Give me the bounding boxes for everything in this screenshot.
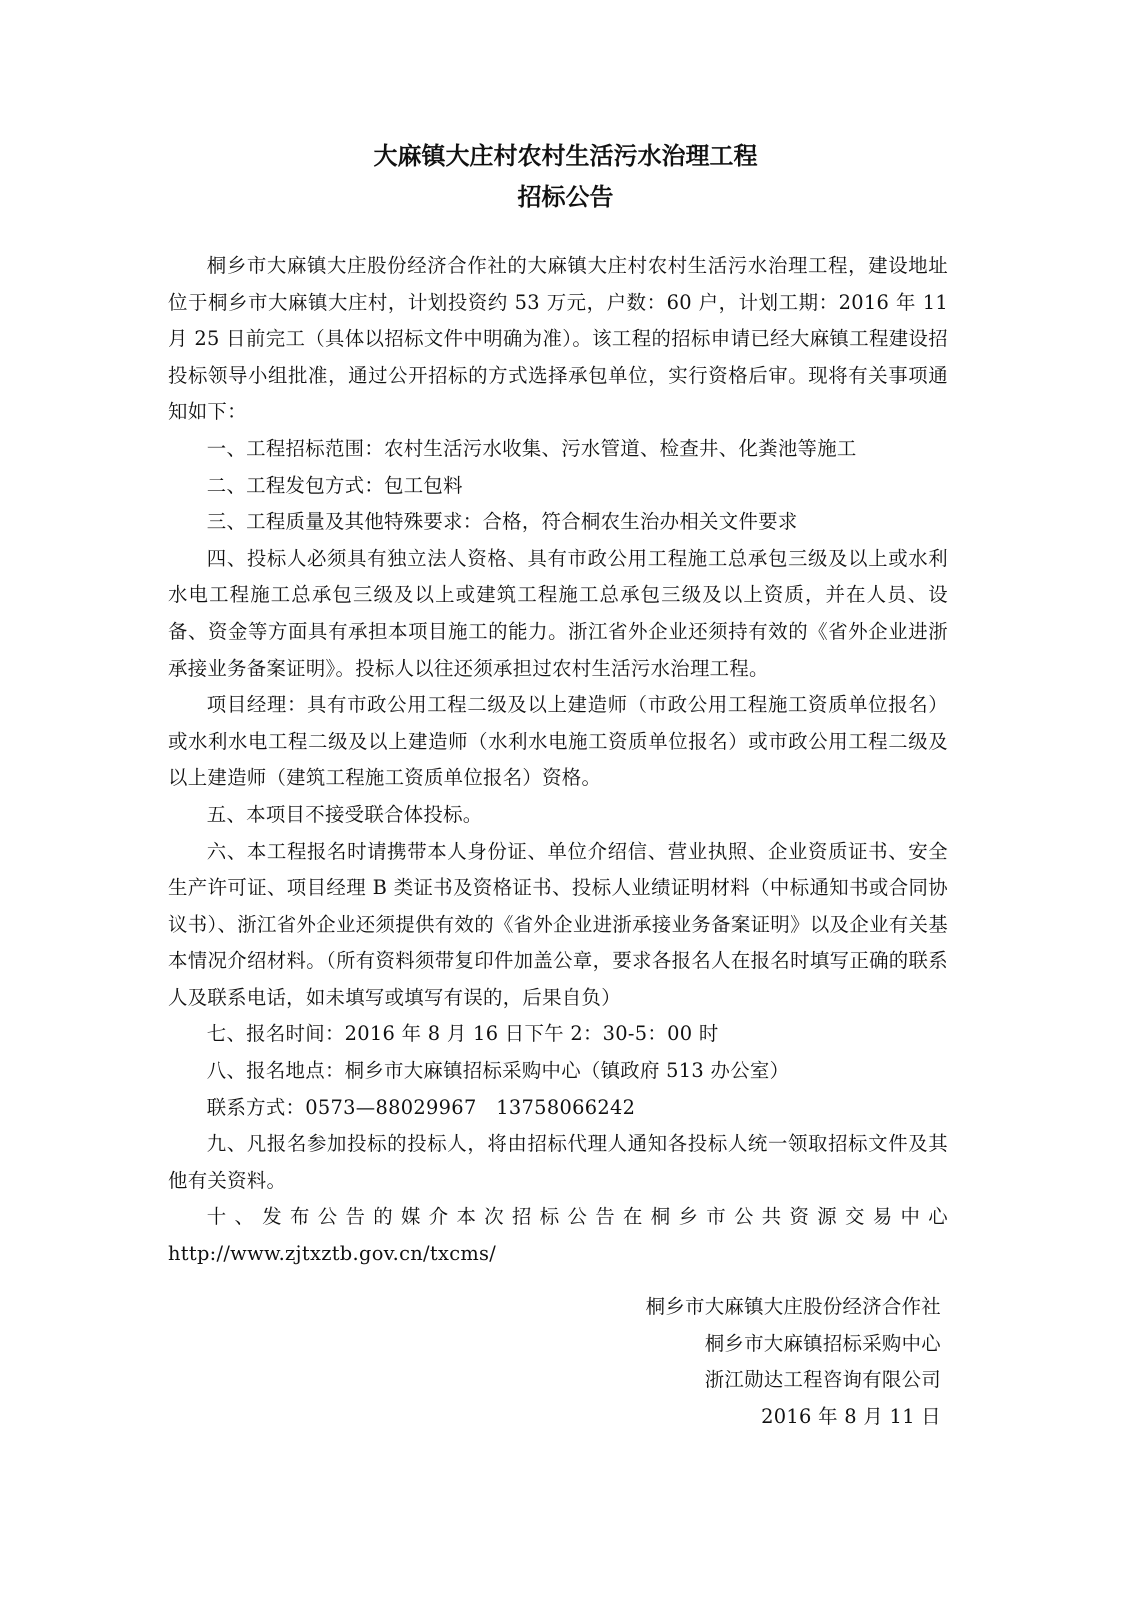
item-bidder-qualification: 四、投标人必须具有独立法人资格、具有市政公用工程施工总承包三级及以上或水利水电工程施工总承包三级及以上或建筑工程施工总承包三级及以上资质，并在人员、设备、资金等方面具有承担本项目施工的能力。浙江省外企业还须持有效的《省外企业进浙承接业务备案证明》。投标人以往还须承担过农村生活污水治理工程。 <box>168 546 948 680</box>
item-publication-media: 十、发布公告的媒介本次招标公告在桐乡市公共资源交易中心 <box>206 1205 948 1229</box>
item-scope: 一、工程招标范围：农村生活污水收集、污水管道、检查井、化粪池等施工 <box>206 436 857 460</box>
item-project-manager: 项目经理：具有市政公用工程二级及以上建造师（市政公用工程施工资质单位报名）或水利水电工程二级及以上建造师（水利水电施工资质单位报名）或市政公用工程二级及以上建造师（建筑工程施工资质单位报名）资格。 <box>168 693 948 790</box>
item-registration-place: 八、报名地点：桐乡市大麻镇招标采购中心（镇政府 513 办公室） <box>206 1059 790 1083</box>
item-quality: 三、工程质量及其他特殊要求：合格，符合桐农生治办相关文件要求 <box>206 510 798 534</box>
publication-url: http://www.zjtxztb.gov.cn/txcms/ <box>168 1242 497 1266</box>
document-title: 大麻镇大庄村农村生活污水治理工程 <box>373 142 758 170</box>
document-body <box>168 248 948 1273</box>
intro-paragraph: 桐乡市大麻镇大庄股份经济合作社的大麻镇大庄村农村生活污水治理工程，建设地址位于桐乡市大麻镇大庄村，计划投资约 53 万元，户数：60 户，计划工期：2016 年 11 月 25 日前完工（具体以招标文件中明确为准）。该工程的招标申请已经大麻镇工程建设招投标领导小组批准，通过公开招标的方式选择承包单位，实行资格后审。现将有关事项通知如下： <box>168 254 948 424</box>
signature-date: 2016 年 8 月 11 日 <box>761 1404 941 1428</box>
document-subtitle: 招标公告 <box>517 183 614 211</box>
signature-block <box>646 1289 941 1435</box>
item-contract-mode: 二、工程发包方式：包工包料 <box>206 473 463 497</box>
signature-org-consultant: 浙江勋达工程咨询有限公司 <box>704 1368 941 1392</box>
signature-org-cooperative: 桐乡市大麻镇大庄股份经济合作社 <box>645 1295 941 1318</box>
signature-org-procurement-center: 桐乡市大麻镇招标采购中心 <box>704 1331 941 1355</box>
item-registration-documents: 六、本工程报名时请携带本人身份证、单位介绍信、营业执照、企业资质证书、安全生产许可证、项目经理 B 类证书及资格证书、投标人业绩证明材料（中标通知书或合同协议书）、浙江省外企业还须提供有效的《省外企业进浙承接业务备案证明》以及企业有关基本情况介绍材料。（所有资料须带复印件加盖公章，要求各报名人在报名时填写正确的联系人及联系电话，如未填写或填写有误的，后果自负） <box>168 839 948 1009</box>
item-no-consortium: 五、本项目不接受联合体投标。 <box>206 802 483 826</box>
item-bid-documents: 九、凡报名参加投标的投标人，将由招标代理人通知各投标人统一领取招标文件及其他有关资料。 <box>168 1132 948 1192</box>
item-registration-time: 七、报名时间：2016 年 8 月 16 日下午 2：30-5：00 时 <box>206 1022 719 1046</box>
contact-info: 联系方式：0573—88029967 13758066242 <box>206 1095 636 1119</box>
